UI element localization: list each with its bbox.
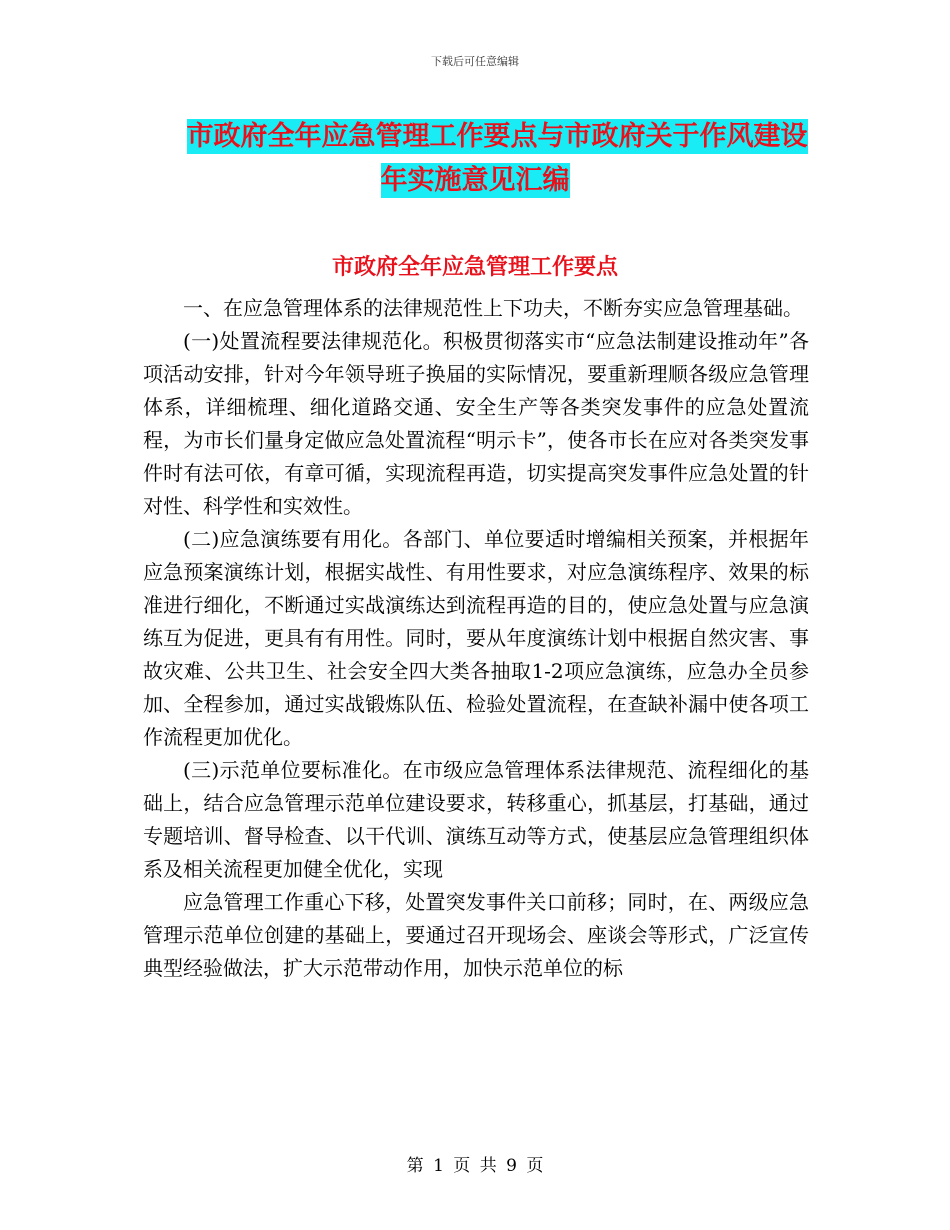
header-note: 下载后可任意编辑 bbox=[431, 55, 519, 68]
paragraph: (二)应急演练要有用化。各部门、单位要适时增编相关预案，并根据年应急预案演练计划，根据实战性、有用性要求，对应急演练程序、效果的标准进行细化，不断通过实战演练达到流程再造的目的，使应急处置与应急演练互为促进，更具有有用性。同时，要从年度演练计划中根据自然灾害、事故灾难、公共卫生、社会安全四大类各抽取1-2项应急演练，应急办全员参加、全程参加，通过实战锻炼队伍、检验处置流程，在查缺补漏中使各项工作流程更加优化。 bbox=[143, 527, 809, 749]
title-line-2-text: 年实施意见汇编 bbox=[380, 165, 570, 196]
document-title-line-1 bbox=[22, 114, 950, 153]
paragraph: (三)示范单位要标准化。在市级应急管理体系法律规范、流程细化的基础上，结合应急管理示范单位建设要求，转移重心，抓基层，打基础，通过专题培训、督导检查、以干代训、演练互动等方式，使基层应急管理组织体系及相关流程更加健全优化，实现 bbox=[143, 758, 809, 881]
title-line-1-text: 市政府全年应急管理工作要点与市政府关于作风建设 bbox=[186, 121, 808, 152]
page-footer: 第 1 页 共 9 页 bbox=[406, 1156, 544, 1176]
document-title-line-2 bbox=[0, 158, 950, 197]
paragraph: (一)处置流程要法律规范化。积极贯彻落实市“应急法制建设推动年”各项活动安排，针对今年领导班子换届的实际情况，要重新理顺各级应急管理体系，详细梳理、细化道路交通、安全生产等各类突发事件的应急处置流程，为市长们量身定做应急处置流程“明示卡”，使各市长在应对各类突发事件时有法可依，有章可循，实现流程再造，切实提高突发事件应急处置的针对性、科学性和实效性。 bbox=[143, 329, 809, 518]
paragraph: 一、在应急管理体系的法律规范性上下功夫，不断夯实应急管理基础。 bbox=[183, 296, 803, 320]
body-text bbox=[143, 292, 809, 985]
paragraph: 应急管理工作重心下移，处置突发事件关口前移；同时，在、两级应急管理示范单位创建的基础上，要通过召开现场会、座谈会等形式，广泛宣传典型经验做法，扩大示范带动作用，加快示范单位的标 bbox=[143, 890, 809, 980]
section-title: 市政府全年应急管理工作要点 bbox=[331, 254, 618, 280]
